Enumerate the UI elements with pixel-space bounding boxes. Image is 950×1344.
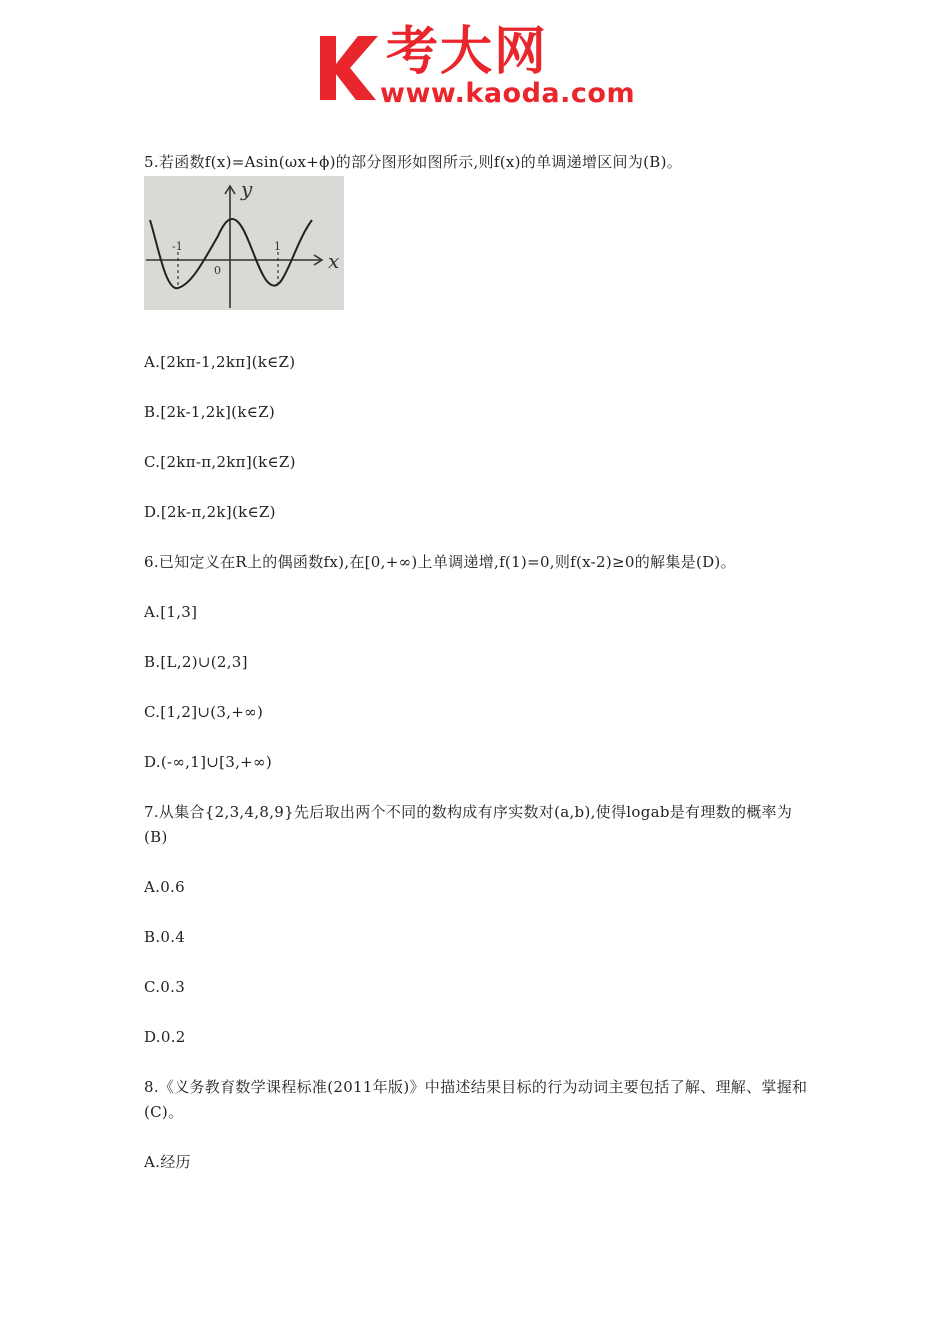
graph-x-label: x (328, 249, 340, 273)
question-5-stem: 5.若函数f(x)=Asin(ωx+ϕ)的部分图形如图所示,则f(x)的单调递增区间为(B)。 (144, 153, 683, 171)
question-8-option-a: A.经历 (144, 1153, 191, 1171)
question-5-option-c: C.[2kπ-π,2kπ](k∈Z) (144, 453, 296, 471)
question-6-option-c: C.[1,2]∪(3,+∞) (144, 703, 264, 721)
graph-neg-label: -1 (172, 240, 183, 253)
logo-url-text: www.kaoda.com (380, 78, 636, 109)
graph-pos-label: 1 (274, 240, 281, 253)
question-5-option-d: D.[2k-π,2k](k∈Z) (144, 503, 276, 521)
question-6-option-d: D.(-∞,1]∪[3,+∞) (144, 753, 272, 771)
question-6-option-a: A.[1,3] (144, 603, 198, 621)
question-7-option-b: B.0.4 (144, 928, 186, 946)
question-5-option-b: B.[2k-1,2k](k∈Z) (144, 403, 275, 421)
question-7-option-a: A.0.6 (144, 878, 185, 896)
document-body (144, 150, 814, 1175)
k-logo-icon (318, 28, 382, 106)
question-6-stem: 6.已知定义在R上的偶函数fx),在[0,+∞)上单调递增,f(1)=0,则f(x-2)≥0的解集是(D)。 (144, 553, 736, 571)
question-5-option-a: A.[2kπ-1,2kπ](k∈Z) (144, 353, 296, 371)
question-7-stem: 7.从集合{2,3,4,8,9}先后取出两个不同的数构成有序实数对(a,b),使得logab是有理数的概率为(B) (144, 803, 793, 846)
graph-origin-label: 0 (214, 264, 221, 277)
question-7-option-d: D.0.2 (144, 1028, 186, 1046)
kaoda-logo[interactable] (318, 22, 640, 112)
question-8-stem: 8.《义务教育数学课程标准(2011年版)》中描述结果目标的行为动词主要包括了解、理解、掌握和(C)。 (144, 1078, 808, 1121)
logo-brand-text: 考大网 (386, 22, 549, 82)
graph-y-label: y (241, 177, 253, 201)
question-7-option-c: C.0.3 (144, 978, 186, 996)
sine-graph-figure (144, 176, 344, 310)
question-6-option-b: B.[L,2)∪(2,3] (144, 653, 248, 671)
